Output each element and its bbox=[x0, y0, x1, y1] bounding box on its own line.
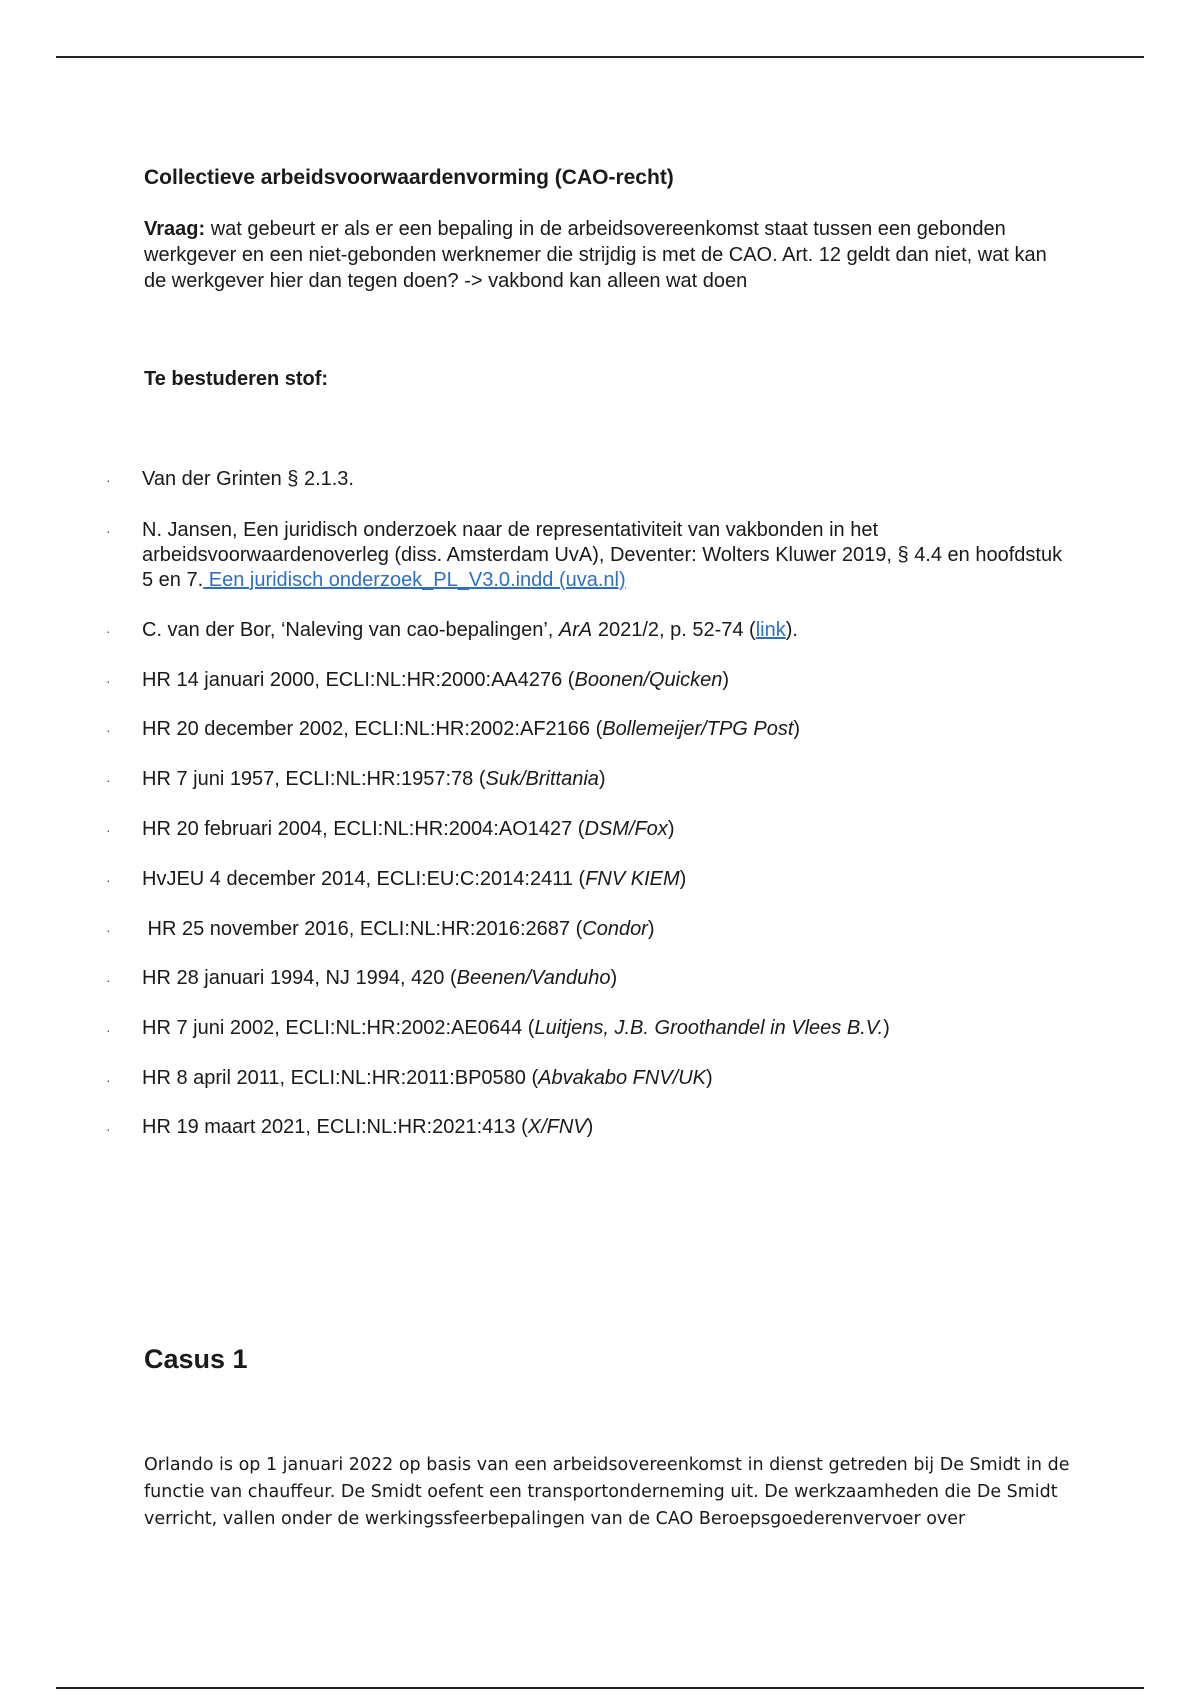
reference-text: ). bbox=[785, 619, 798, 641]
reference-item bbox=[142, 717, 1072, 742]
document-title: Collectieve arbeidsvoorwaardenvorming (CAO-recht) bbox=[144, 166, 674, 189]
bullet-icon: · bbox=[106, 673, 111, 689]
reference-item bbox=[142, 867, 1072, 892]
bullet-icon: · bbox=[106, 872, 111, 888]
case-name: FNV KIEM bbox=[585, 868, 680, 890]
reference-item bbox=[142, 767, 1072, 792]
case-name: Luitjens, J.B. Groothandel in Vlees B.V. bbox=[534, 1017, 884, 1039]
bullet-icon: · bbox=[106, 1022, 111, 1038]
reference-journal: ArA bbox=[558, 619, 593, 641]
reference-text: HR 20 februari 2004, ECLI:NL:HR:2004:AO1427 ( bbox=[142, 818, 585, 840]
reference-text: ) bbox=[793, 718, 801, 740]
bullet-icon: · bbox=[106, 623, 111, 639]
reference-text: Van der Grinten § 2.1.3. bbox=[142, 468, 354, 490]
reference-text: N. Jansen, Een juridisch onderzoek naar de representativiteit van vakbonden in het arbeidsvoorwaardenoverleg (diss. Amsterdam UvA), Deventer: Wolters Kluwer 2019, § 4.4 en hoofdstuk 5 en 7. bbox=[142, 519, 1063, 591]
case-name: Beenen/Vanduho bbox=[456, 967, 611, 989]
reference-text: HR 7 juni 1957, ECLI:NL:HR:1957:78 ( bbox=[142, 768, 486, 790]
reference-text: HvJEU 4 december 2014, ECLI:EU:C:2014:2411 ( bbox=[142, 868, 586, 890]
reference-text: HR 19 maart 2021, ECLI:NL:HR:2021:413 ( bbox=[142, 1116, 528, 1138]
reference-text: HR 8 april 2011, ECLI:NL:HR:2011:BP0580 ( bbox=[142, 1067, 539, 1089]
reference-item bbox=[142, 618, 1072, 643]
reference-item bbox=[142, 1066, 1072, 1091]
case-name: Condor bbox=[582, 918, 648, 940]
bullet-icon: · bbox=[106, 772, 111, 788]
reference-text: ) bbox=[667, 818, 675, 840]
reference-item bbox=[142, 817, 1072, 842]
reference-text: HR 7 juni 2002, ECLI:NL:HR:2002:AE0644 ( bbox=[142, 1017, 535, 1039]
reference-text: ) bbox=[610, 967, 618, 989]
reference-text: HR 25 november 2016, ECLI:NL:HR:2016:2687 ( bbox=[142, 918, 583, 940]
reference-text: ) bbox=[586, 1116, 594, 1138]
question-label: Vraag: bbox=[144, 218, 206, 240]
reference-item bbox=[142, 1016, 1072, 1041]
bullet-icon: · bbox=[106, 722, 111, 738]
casus-heading: Casus 1 bbox=[144, 1344, 248, 1374]
case-name: Bollemeijer/TPG Post bbox=[602, 718, 794, 740]
reference-text: ) bbox=[722, 669, 730, 691]
question-paragraph bbox=[144, 216, 1064, 294]
bullet-icon: · bbox=[106, 1072, 111, 1088]
page-bottom-rule bbox=[56, 1687, 1144, 1689]
bullet-icon: · bbox=[106, 523, 111, 539]
reference-item bbox=[142, 467, 1072, 492]
bullet-icon: · bbox=[106, 822, 111, 838]
reference-text: HR 28 januari 1994, NJ 1994, 420 ( bbox=[142, 967, 457, 989]
reference-text: 2021/2, p. 52-74 ( bbox=[592, 619, 756, 641]
reference-text: HR 20 december 2002, ECLI:NL:HR:2002:AF2166 ( bbox=[142, 718, 603, 740]
reference-text: C. van der Bor, ‘Naleving van cao-bepalingen’, bbox=[142, 619, 559, 641]
reference-text: HR 14 januari 2000, ECLI:NL:HR:2000:AA4276 ( bbox=[142, 669, 575, 691]
bullet-icon: · bbox=[106, 922, 111, 938]
bullet-icon: · bbox=[106, 1121, 111, 1137]
case-name: DSM/Fox bbox=[584, 818, 668, 840]
reference-item bbox=[142, 668, 1072, 693]
reference-text: ) bbox=[679, 868, 687, 890]
reference-text: ) bbox=[647, 918, 655, 940]
case-name: Suk/Brittania bbox=[485, 768, 599, 790]
reference-link[interactable]: Een juridisch onderzoek_PL_V3.0.indd (uva.nl) bbox=[203, 569, 626, 591]
case-name: Abvakabo FNV/UK bbox=[538, 1067, 706, 1089]
bullet-icon: · bbox=[106, 472, 111, 488]
reference-item bbox=[142, 966, 1072, 991]
reference-item bbox=[142, 917, 1072, 942]
casus-paragraph: Orlando is op 1 januari 2022 op basis van een arbeidsovereenkomst in dienst getreden bij De Smidt in de functie van chauffeur. De Smidt oefent een transportonderneming uit. De werkzaamheden die De Smidt verricht, vallen onder de werkingssfeerbepalingen van de CAO Beroepsgoederenvervoer over bbox=[144, 1455, 1070, 1529]
reference-text: ) bbox=[706, 1067, 713, 1089]
bullet-icon: · bbox=[106, 972, 111, 988]
reference-text: ) bbox=[883, 1017, 890, 1039]
case-name: Boonen/Quicken bbox=[574, 669, 723, 691]
question-text: wat gebeurt er als er een bepaling in de arbeidsovereenkomst staat tussen een gebonden werkgever en een niet-gebonden werknemer die strijdig is met de CAO. Art. 12 geldt dan niet, wat kan de werkgever hier dan tegen doen? -> vakbond kan alleen wat doen bbox=[144, 218, 1047, 292]
reference-item bbox=[142, 1115, 1072, 1140]
reference-link[interactable]: link bbox=[755, 619, 786, 641]
reference-item bbox=[142, 518, 1072, 593]
study-heading: Te bestuderen stof: bbox=[144, 368, 329, 390]
reference-text: ) bbox=[598, 768, 606, 790]
case-name: X/FNV bbox=[527, 1116, 587, 1138]
